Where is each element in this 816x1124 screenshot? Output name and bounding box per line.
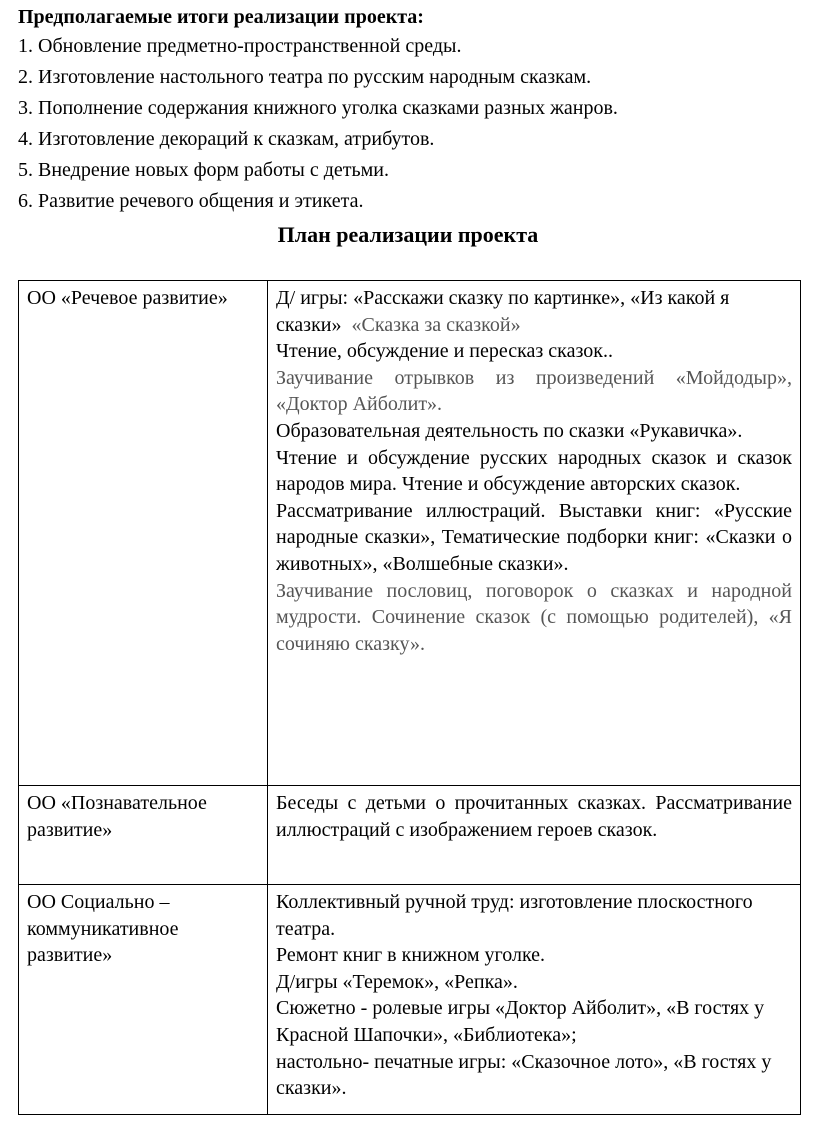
table-row bbox=[19, 786, 801, 885]
activities-cell bbox=[268, 786, 801, 885]
results-item: 2. Изготовление настольного театра по русским народным сказкам. bbox=[18, 66, 592, 88]
results-item: 4. Изготовление декораций к сказкам, атрибутов. bbox=[18, 128, 435, 150]
activity-line: Д/игры «Теремок», «Репка». bbox=[276, 970, 518, 993]
activity-line: Коллективный ручной труд: изготовление плоскостного театра. bbox=[276, 891, 753, 940]
area-cell: ОО Социально – коммуникативное развитие» bbox=[19, 885, 268, 1115]
plan-title: План реализации проекта bbox=[277, 222, 539, 247]
plan-table bbox=[18, 280, 801, 1115]
activity-text: Д/ игры: «Расскажи сказку по картинке», «Из какой я сказки» bbox=[276, 287, 730, 336]
activity-line: Рассматривание иллюстраций. Выставки книг: «Русские народные сказки», Тематические подборки книг: «Сказки о животных», «Волшебные сказки». bbox=[276, 499, 792, 575]
results-item: 6. Развитие речевого общения и этикета. bbox=[18, 190, 364, 212]
activities-cell bbox=[268, 885, 801, 1115]
activity-line: Чтение и обсуждение русских народных сказок и сказок народов мира. Чтение и обсуждение авторских сказок. bbox=[276, 446, 792, 496]
results-list bbox=[18, 31, 618, 217]
table-row bbox=[19, 281, 801, 786]
activity-line: Беседы с детьми о прочитанных сказках. Рассматривание иллюстраций с изображением героев сказок. bbox=[276, 792, 792, 841]
activity-line bbox=[276, 285, 792, 338]
area-cell: ОО «Познавательное развитие» bbox=[19, 786, 268, 885]
activity-line: настольно- печатные игры: «Сказочное лото», «В гостях у сказки». bbox=[276, 1050, 772, 1100]
results-item: 1. Обновление предметно-пространственной среды. bbox=[18, 35, 462, 57]
activity-line: Чтение, обсуждение и пересказ сказок.. bbox=[276, 340, 613, 363]
table-row bbox=[19, 885, 801, 1115]
activity-text: «Сказка за сказкой» bbox=[351, 313, 521, 336]
activity-line: Заучивание отрывков из произведений «Мойдодыр», «Доктор Айболит». bbox=[276, 366, 792, 416]
area-cell: ОО «Речевое развитие» bbox=[19, 281, 268, 786]
activity-line: Образовательная деятельность по сказки «Рукавичка». bbox=[276, 419, 743, 442]
activity-line: Ремонт книг в книжном уголке. bbox=[276, 944, 546, 967]
results-item: 5. Внедрение новых форм работы с детьми. bbox=[18, 159, 390, 181]
results-item: 3. Пополнение содержания книжного уголка сказками разных жанров. bbox=[18, 97, 618, 119]
results-heading: Предполагаемые итоги реализации проекта: bbox=[18, 6, 424, 28]
activities-cell bbox=[268, 281, 801, 786]
activity-line: Заучивание пословиц, поговорок о сказках и народной мудрости. Сочинение сказок (с помощью родителей), «Я сочиняю сказку». bbox=[276, 579, 792, 655]
activity-line: Сюжетно - ролевые игры «Доктор Айболит», «В гостях у Красной Шапочки», «Библиотека»; bbox=[276, 997, 765, 1046]
